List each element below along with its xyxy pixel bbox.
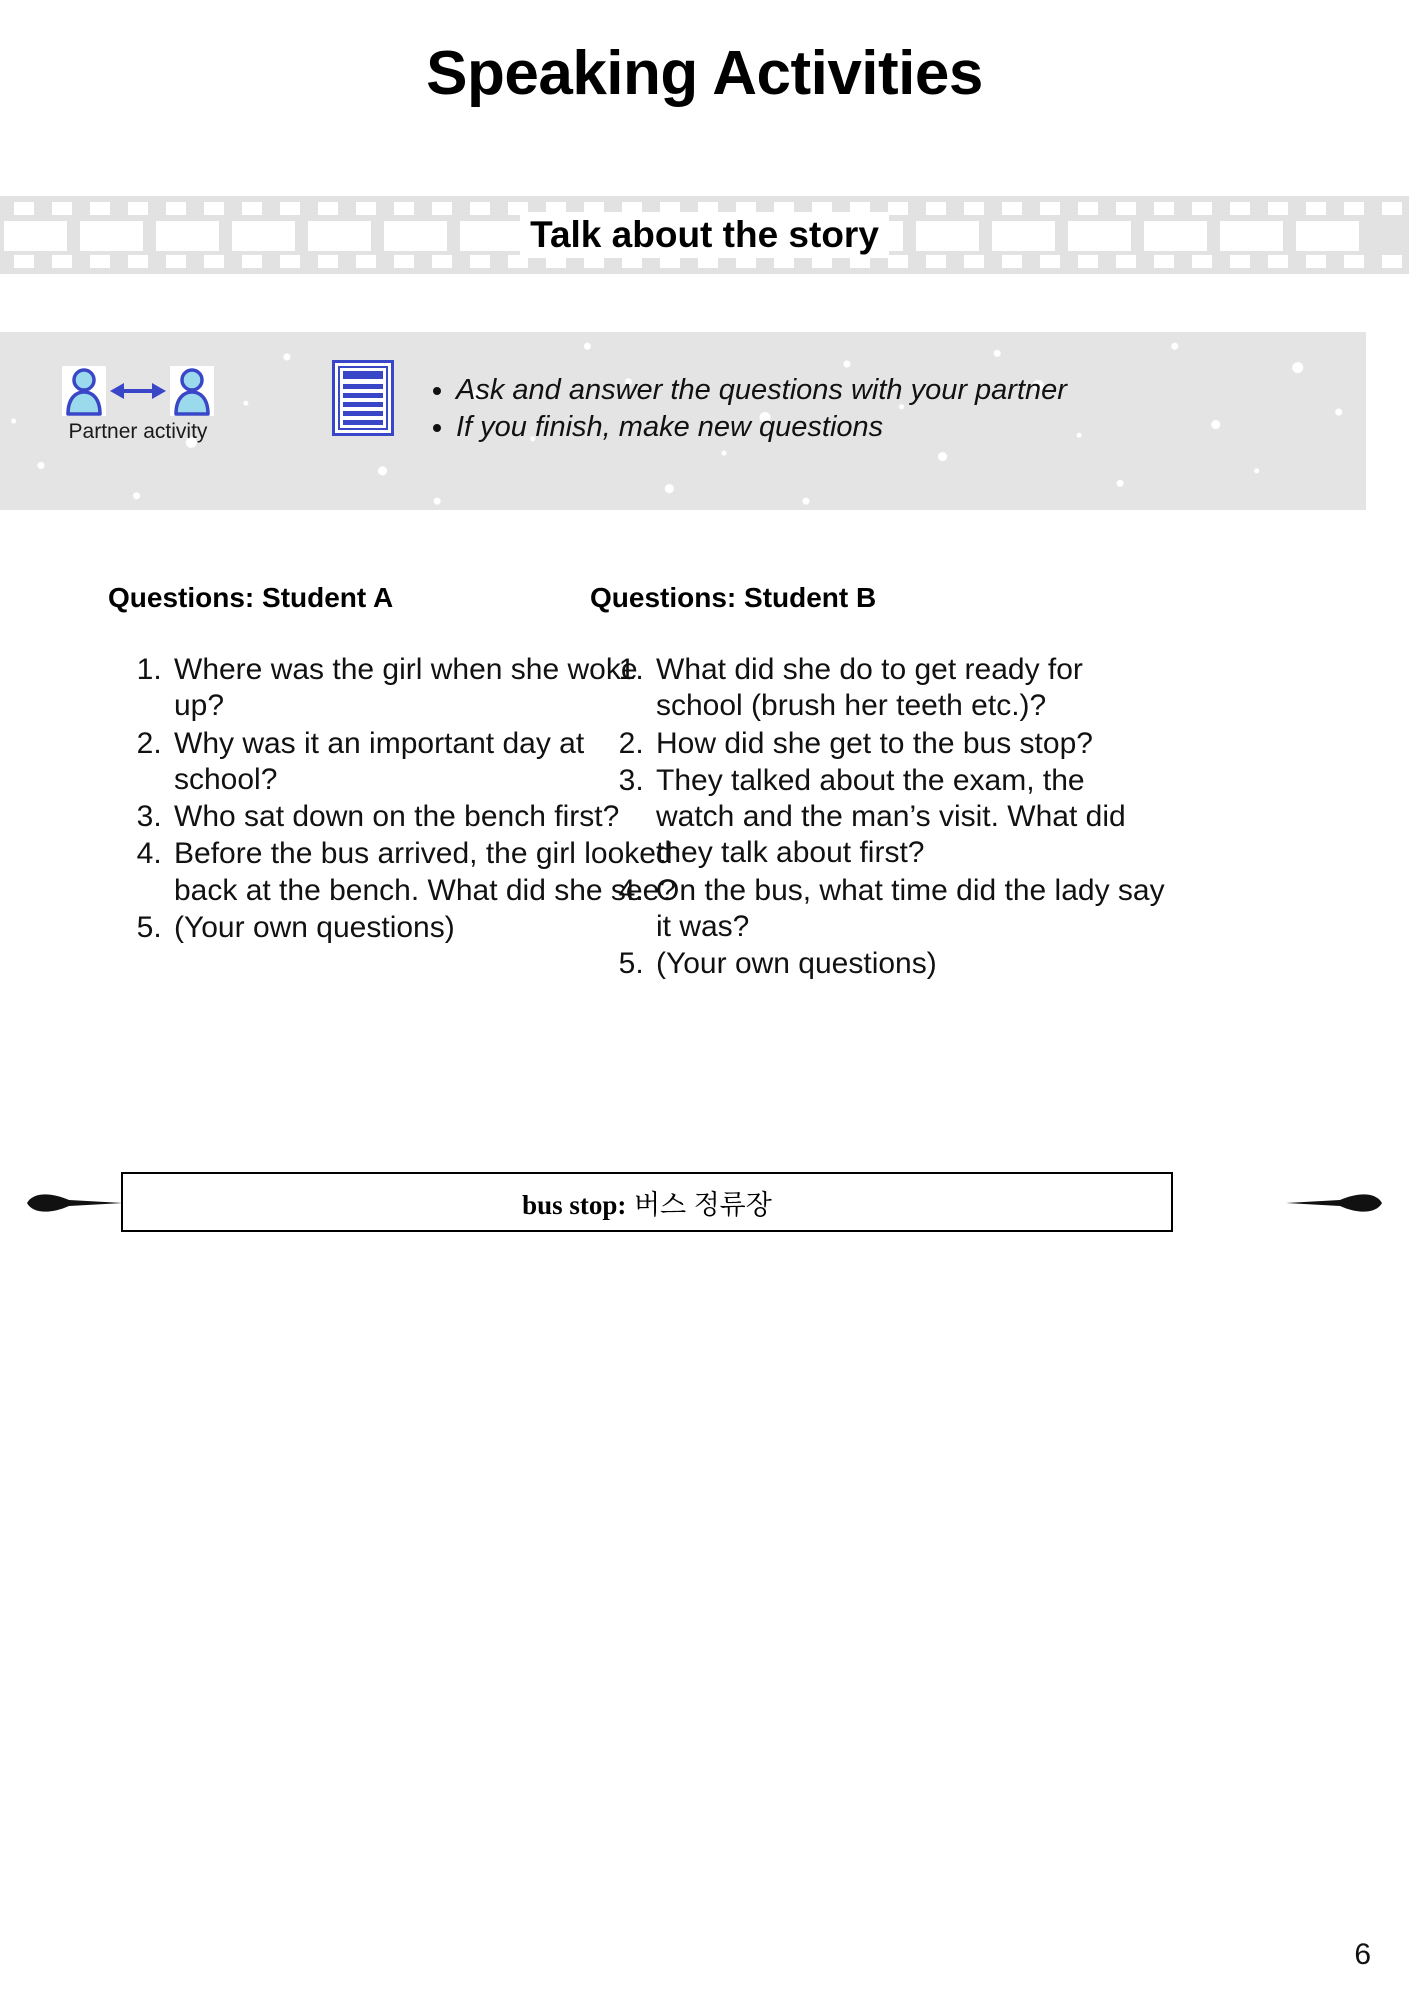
- vocabulary-text: [522, 1183, 772, 1222]
- question-item: 1. Where was the girl when she woke up?: [170, 652, 678, 725]
- question-item: 5. (Your own questions): [170, 910, 678, 946]
- ribbon-tail-right-icon: [1284, 1190, 1384, 1216]
- question-item: 1. What did she do to get ready for school (brush her teeth etc.)?: [652, 652, 1170, 725]
- page-title: Speaking Activities: [426, 39, 983, 108]
- question-item: 5. (Your own questions): [652, 946, 1170, 982]
- double-arrow-icon: [108, 374, 168, 408]
- student-b-column: [590, 582, 1170, 984]
- student-b-question-list: [590, 652, 1170, 983]
- person-icon-right: [170, 366, 214, 416]
- section-title: [0, 196, 1409, 274]
- partner-activity-icon: [38, 364, 238, 418]
- vocabulary-term: bus stop:: [522, 1189, 627, 1220]
- question-item: 3. They talked about the exam, the watch and the man’s visit. What did they talk about first?: [652, 763, 1170, 872]
- document-icon-block: [332, 360, 394, 441]
- partner-activity-block: [38, 364, 238, 444]
- document-lines-icon: [332, 360, 394, 436]
- question-item: 4. On the bus, what time did the lady say it was?: [652, 873, 1170, 946]
- question-item: 4. Before the bus arrived, the girl looked back at the bench. What did she see?: [170, 836, 678, 909]
- question-item: 2. Why was it an important day at school?: [170, 726, 678, 799]
- person-icon-left: [62, 366, 106, 416]
- vocabulary-banner: [0, 1160, 1409, 1252]
- question-item: 3. Who sat down on the bench first?: [170, 799, 678, 835]
- page-number: 6: [1354, 1938, 1371, 1971]
- instruction-bullet-list: [432, 372, 1067, 446]
- instruction-bullet: • Ask and answer the questions with your partner: [456, 372, 1067, 409]
- partner-activity-label: Partner activity: [68, 420, 208, 443]
- vocabulary-translation: 버스 정류장: [633, 1189, 772, 1220]
- instruction-bullet: • If you finish, make new questions: [456, 409, 1067, 446]
- vocabulary-box: [121, 1172, 1173, 1232]
- ribbon-tail-left-icon: [25, 1190, 125, 1216]
- student-b-heading: Questions: Student B: [590, 582, 877, 613]
- section-title-text: Talk about the story: [520, 212, 889, 257]
- student-a-heading: Questions: Student A: [108, 582, 394, 613]
- question-item: 2. How did she get to the bus stop?: [652, 726, 1170, 762]
